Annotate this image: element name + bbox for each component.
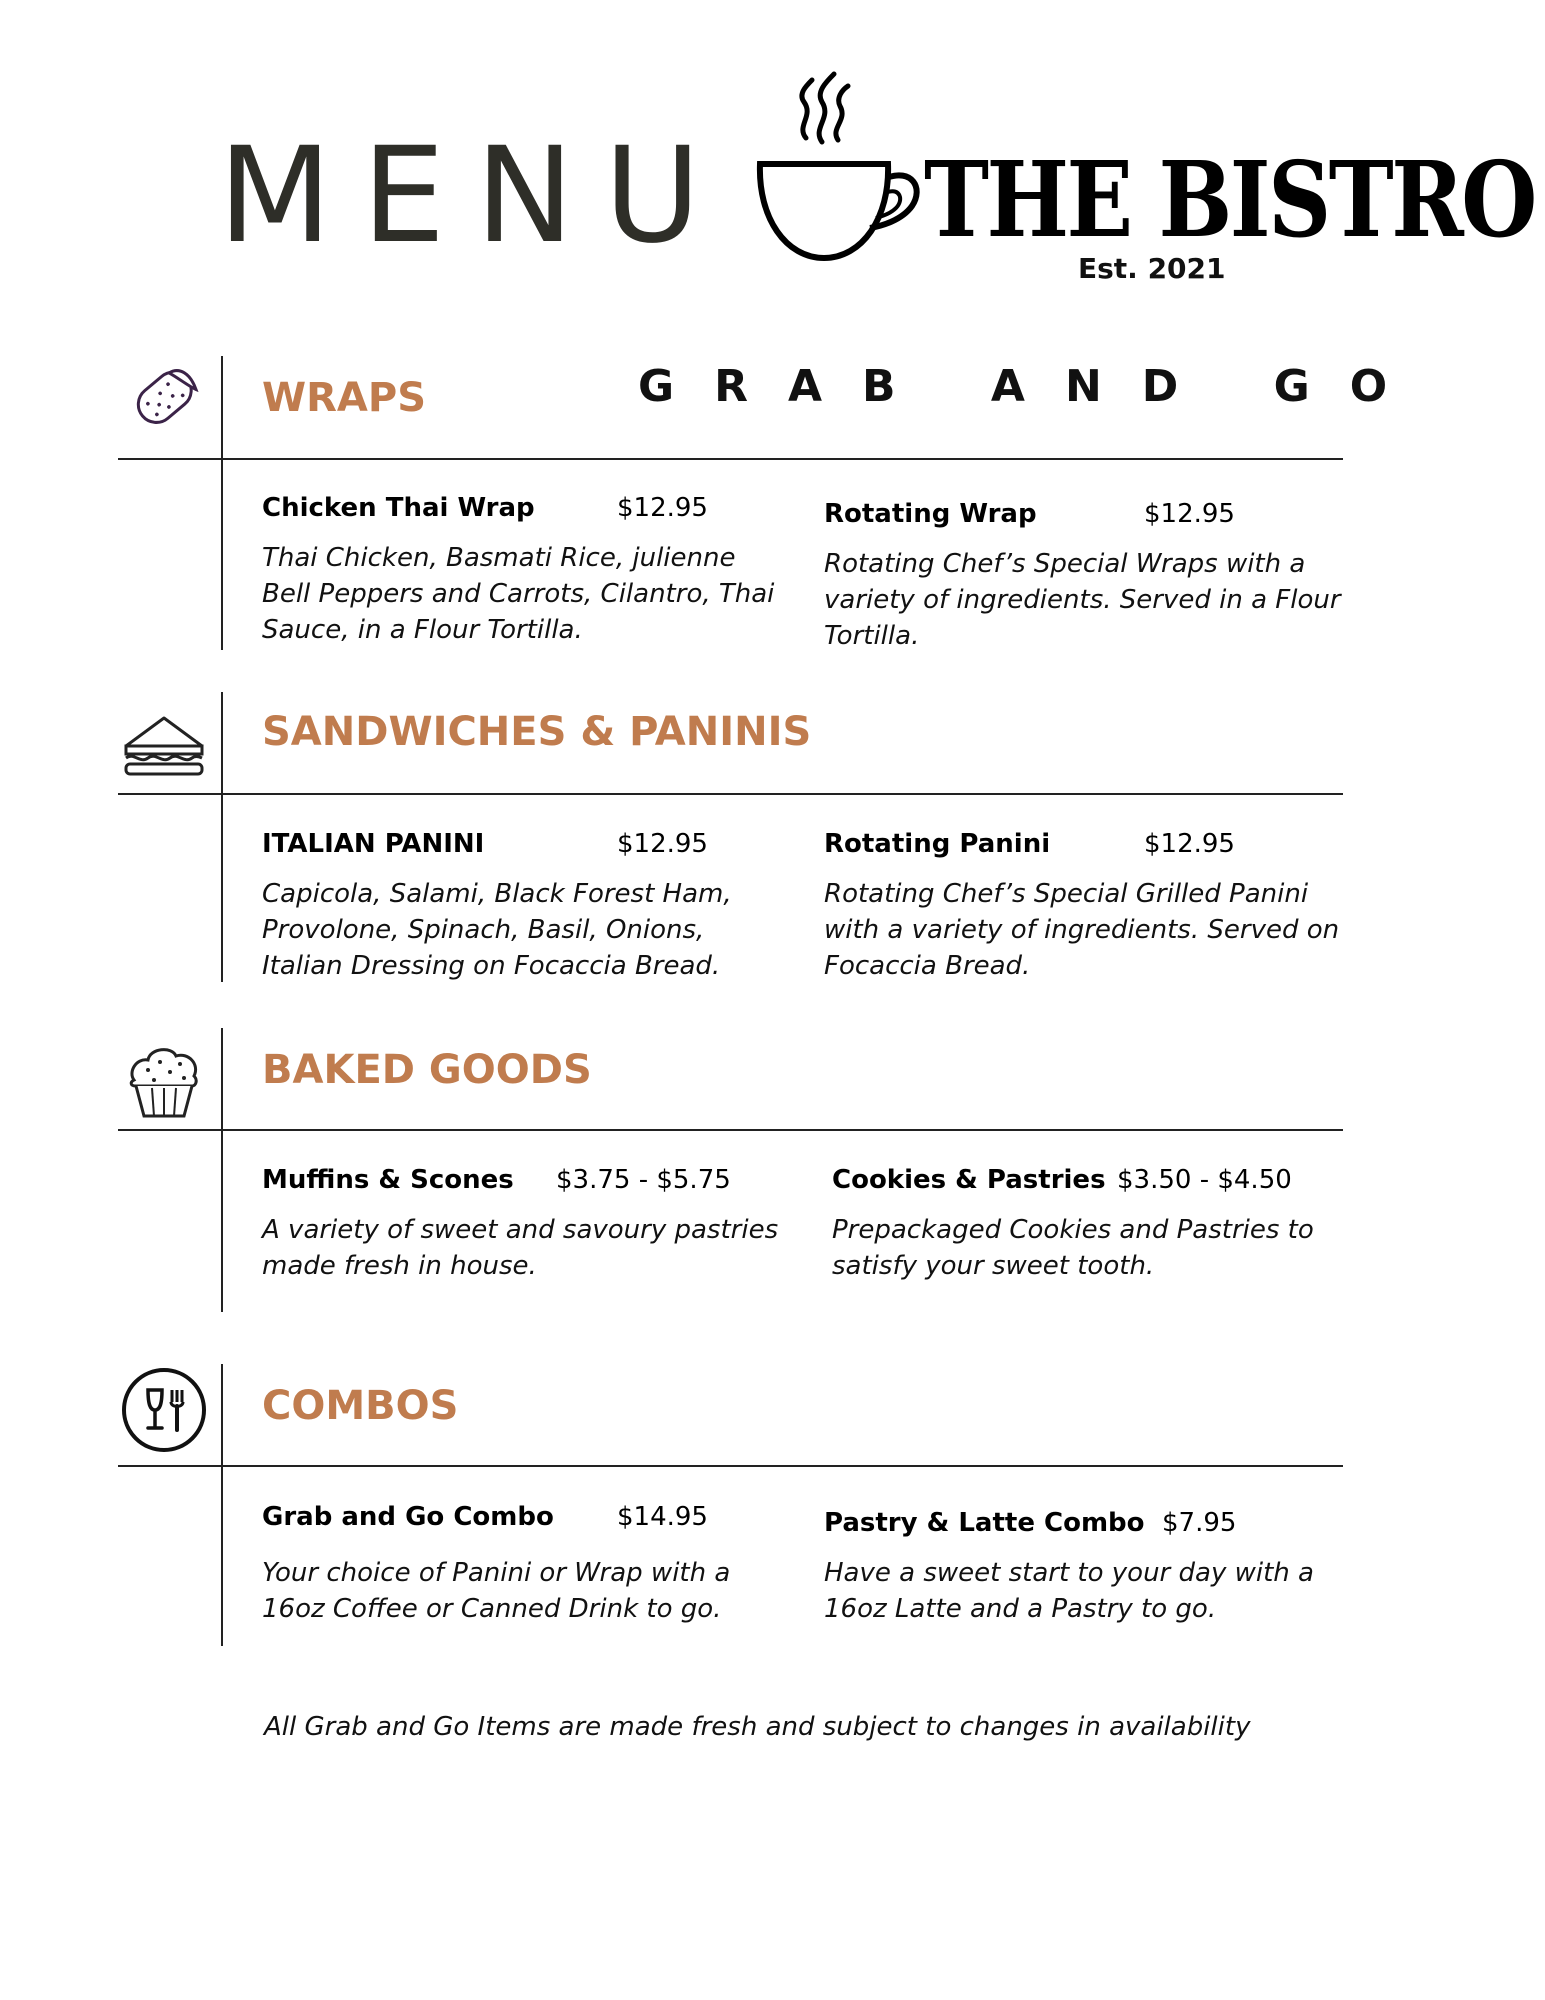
- section-divider: [118, 1129, 1343, 1131]
- muffin-icon: [118, 1036, 210, 1128]
- item-name: Pastry & Latte Combo: [824, 1508, 1145, 1538]
- brand-established: Est. 2021: [1078, 252, 1226, 285]
- section-divider-vertical: [221, 356, 223, 650]
- section-divider: [118, 458, 1343, 460]
- coffee-cup-logo-icon: [752, 68, 924, 268]
- menu-title: MENU: [218, 119, 731, 273]
- sandwich-icon: [118, 702, 210, 794]
- item-description: Rotating Chef’s Special Wraps with a variety of ingredients. Served in a Flour Tortilla.: [824, 549, 1341, 651]
- item-description: Have a sweet start to your day with a 16oz Latte and a Pastry to go.: [824, 1558, 1314, 1624]
- item-name: Rotating Wrap: [824, 499, 1037, 529]
- item-price: $7.95: [1162, 1508, 1237, 1538]
- wrap-icon: [118, 352, 210, 444]
- section-divider-vertical: [221, 1028, 223, 1312]
- item-description: Prepackaged Cookies and Pastries to satisfy your sweet tooth.: [832, 1215, 1314, 1281]
- item-name: Grab and Go Combo: [262, 1502, 554, 1532]
- item-name: Chicken Thai Wrap: [262, 493, 535, 523]
- menu-subtitle: GRAB AND GO: [638, 361, 1428, 412]
- item-description: Thai Chicken, Basmati Rice, julienne Bell Peppers and Carrots, Cilantro, Thai Sauce, in a Flour Tortilla.: [262, 543, 775, 645]
- section-divider-vertical: [221, 692, 223, 982]
- item-name: Rotating Panini: [824, 829, 1051, 859]
- section-divider-vertical: [221, 1364, 223, 1646]
- brand-name: THE BISTRO: [924, 138, 1535, 261]
- item-description: Rotating Chef’s Special Grilled Panini with a variety of ingredients. Served on Focaccia Bread.: [824, 879, 1340, 981]
- item-price: $14.95: [617, 1502, 708, 1532]
- section-divider: [118, 793, 1343, 795]
- utensils-icon: [118, 1364, 210, 1456]
- item-price: $3.75 - $5.75: [556, 1165, 731, 1195]
- item-price: $12.95: [617, 829, 708, 859]
- item-description: A variety of sweet and savoury pastries made fresh in house.: [262, 1215, 779, 1281]
- category-title-sandwiches-paninis: SANDWICHES & PANINIS: [262, 709, 812, 755]
- footer-note: All Grab and Go Items are made fresh and subject to changes in availability: [264, 1712, 1251, 1742]
- item-name: Cookies & Pastries: [832, 1165, 1106, 1195]
- item-price: $12.95: [617, 493, 708, 523]
- category-title-wraps: WRAPS: [262, 375, 427, 421]
- item-price: $3.50 - $4.50: [1117, 1165, 1292, 1195]
- item-name: Muffins & Scones: [262, 1165, 514, 1195]
- item-description: Your choice of Panini or Wrap with a 16oz Coffee or Canned Drink to go.: [262, 1558, 731, 1624]
- category-title-baked-goods: BAKED GOODS: [262, 1047, 592, 1093]
- section-divider: [118, 1465, 1343, 1467]
- category-title-combos: COMBOS: [262, 1383, 459, 1429]
- item-name: ITALIAN PANINI: [262, 829, 485, 859]
- item-price: $12.95: [1144, 829, 1235, 859]
- item-price: $12.95: [1144, 499, 1235, 529]
- item-description: Capicola, Salami, Black Forest Ham, Provolone, Spinach, Basil, Onions, Italian Dressing on Focaccia Bread.: [262, 879, 732, 981]
